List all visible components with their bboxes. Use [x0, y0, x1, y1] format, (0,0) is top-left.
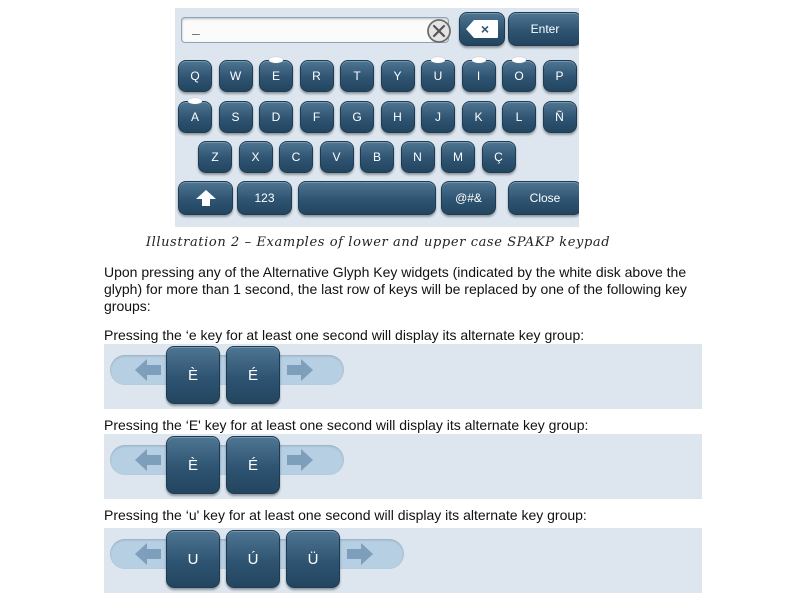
alt-key-e-grave[interactable] — [166, 346, 220, 404]
key-label: U — [433, 69, 443, 83]
backspace-button[interactable] — [459, 12, 505, 46]
key-1-10[interactable] — [543, 60, 577, 92]
clear-input-button[interactable] — [426, 18, 452, 44]
alt-key-e-acute[interactable] — [226, 436, 280, 494]
shift-arrow-icon — [195, 189, 217, 207]
key-label: W — [229, 69, 242, 83]
key-1-7[interactable] — [421, 60, 455, 92]
alt-key-label: È — [187, 456, 198, 474]
alt-group-panel-u — [104, 528, 702, 593]
arrow-right-icon[interactable] — [286, 447, 314, 473]
key-1-6[interactable] — [381, 60, 415, 92]
alt-key-label: U — [187, 550, 199, 568]
key-label: F — [312, 110, 321, 124]
key-label: K — [474, 110, 483, 124]
arrow-left-icon[interactable] — [134, 541, 162, 567]
key-label: L — [515, 110, 523, 124]
key-3-7[interactable] — [441, 141, 475, 173]
symbols-label: @#& — [455, 191, 482, 205]
key-label: J — [435, 110, 441, 124]
numeric-mode-button[interactable] — [237, 181, 292, 215]
key-2-6[interactable] — [381, 101, 415, 133]
alt-key-label: Ú — [247, 550, 259, 568]
enter-label: Enter — [530, 22, 560, 36]
space-bar[interactable] — [298, 181, 436, 215]
arrow-left-icon[interactable] — [134, 447, 162, 473]
enter-button[interactable] — [508, 12, 579, 46]
alt-glyph-indicator — [512, 57, 526, 63]
alt-key-e-grave[interactable] — [166, 436, 220, 494]
key-2-4[interactable] — [300, 101, 334, 133]
group-heading-e-upper: Pressing the ‘E' key for at least one second will display its alternate key group: — [104, 417, 589, 433]
key-label: R — [312, 69, 321, 83]
key-3-4[interactable] — [320, 141, 354, 173]
alt-group-panel-e-upper — [104, 434, 702, 499]
key-2-10[interactable] — [543, 101, 577, 133]
key-2-5[interactable] — [340, 101, 374, 133]
group-heading-u: Pressing the ‘u' key for at least one second will display its alternate key group: — [104, 507, 587, 523]
key-label: S — [231, 110, 240, 124]
key-label: V — [332, 150, 341, 164]
key-3-2[interactable] — [239, 141, 273, 173]
key-3-8[interactable] — [482, 141, 516, 173]
key-label: X — [251, 150, 260, 164]
alt-key-label: É — [247, 456, 258, 474]
alt-glyph-indicator — [269, 57, 283, 63]
key-3-1[interactable] — [198, 141, 232, 173]
key-1-2[interactable] — [219, 60, 253, 92]
alt-key-label: È — [187, 366, 198, 384]
alt-key-label: Ü — [307, 550, 319, 568]
key-2-8[interactable] — [462, 101, 496, 133]
key-label: Ç — [494, 150, 503, 164]
key-label: Ñ — [555, 110, 564, 124]
key-2-1[interactable] — [178, 101, 212, 133]
key-label: C — [291, 150, 301, 164]
key-label: E — [271, 69, 280, 83]
arrow-right-icon[interactable] — [286, 357, 314, 383]
key-1-3[interactable] — [259, 60, 293, 92]
alt-glyph-indicator — [431, 57, 445, 63]
symbols-button[interactable] — [441, 181, 496, 215]
spakp-keypad — [175, 8, 579, 227]
key-label: B — [372, 150, 381, 164]
key-label: O — [514, 69, 524, 83]
key-label: M — [453, 150, 463, 164]
key-1-5[interactable] — [340, 60, 374, 92]
alt-key-e-acute[interactable] — [226, 346, 280, 404]
arrow-left-icon[interactable] — [134, 357, 162, 383]
backspace-glyph: × — [480, 21, 490, 37]
key-1-4[interactable] — [300, 60, 334, 92]
circle-x-icon — [426, 18, 452, 44]
text-input[interactable] — [181, 17, 449, 43]
description-paragraph: Upon pressing any of the Alternative Glyph Key widgets (indicated by the white disk above the glyph) for more than 1 second, the last row of keys will be replaced by one of the following key groups: — [104, 264, 687, 314]
arrow-right-icon[interactable] — [346, 541, 374, 567]
key-label: Y — [393, 69, 402, 83]
key-2-3[interactable] — [259, 101, 293, 133]
group-heading-e-lower: Pressing the ‘e key for at least one second will display its alternate key group: — [104, 327, 585, 343]
key-label: T — [353, 69, 361, 83]
key-2-7[interactable] — [421, 101, 455, 133]
numeric-mode-label: 123 — [254, 191, 275, 205]
alt-group-panel-e-lower — [104, 344, 702, 409]
key-2-9[interactable] — [502, 101, 536, 133]
key-label: D — [271, 110, 281, 124]
key-label: G — [352, 110, 362, 124]
key-3-6[interactable] — [401, 141, 435, 173]
alt-key-u-acute[interactable] — [226, 530, 280, 588]
key-label: Q — [190, 69, 200, 83]
key-1-8[interactable] — [462, 60, 496, 92]
key-label: I — [476, 69, 481, 83]
key-label: A — [190, 110, 199, 124]
alt-glyph-indicator — [188, 98, 202, 104]
key-label: Z — [211, 150, 219, 164]
alt-key-label: É — [247, 366, 258, 384]
key-1-1[interactable] — [178, 60, 212, 92]
illustration-caption: Illustration 2 – Examples of lower and upper case SPAKP keypad — [145, 235, 611, 250]
close-button[interactable] — [508, 181, 579, 215]
key-3-5[interactable] — [360, 141, 394, 173]
key-3-3[interactable] — [279, 141, 313, 173]
key-2-2[interactable] — [219, 101, 253, 133]
key-1-9[interactable] — [502, 60, 536, 92]
shift-button[interactable] — [178, 181, 233, 215]
alt-glyph-indicator — [472, 57, 486, 63]
key-label: P — [555, 69, 564, 83]
alt-key-u[interactable] — [166, 530, 220, 588]
close-label: Close — [529, 191, 561, 205]
key-label: H — [393, 110, 402, 124]
key-label: N — [413, 150, 422, 164]
alt-key-u-diaeresis[interactable] — [286, 530, 340, 588]
